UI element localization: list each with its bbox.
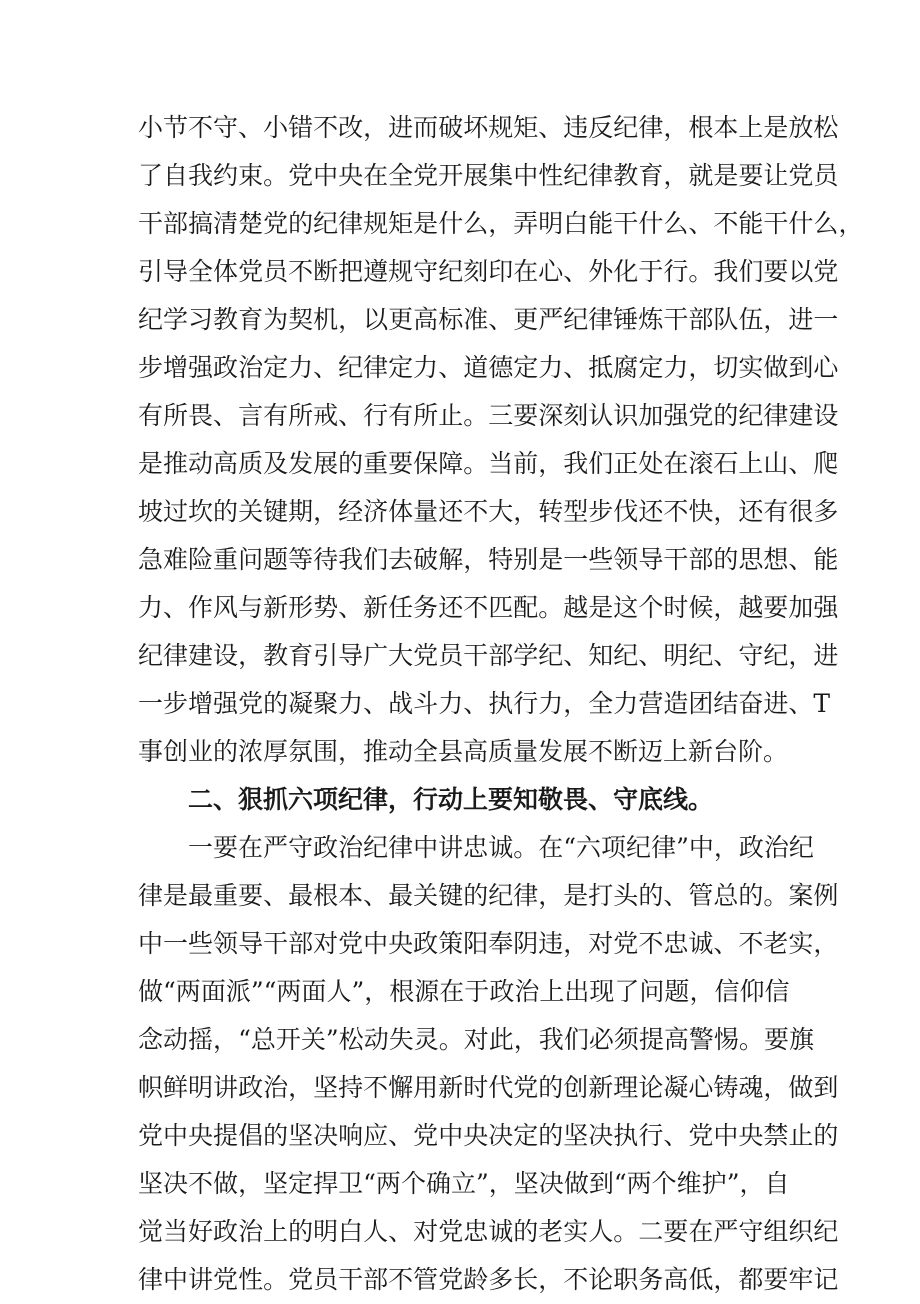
text-line: 是 推 动 高 质 及 发 展 的 重 要 保 障 。 当 前 ， 我 们 正 处 在 滚 石 上 山 、 爬 [138,449,839,478]
text-line: 了 自 我 约 束 。 党 中 央 在 全 党 开 展 集 中 性 纪 律 教 育 ， 就 是 要 让 党 员 [138,161,839,190]
text-line: 纪 律 建 设 ， 教 育 引 导 广 大 党 员 干 部 学 纪 、 知 纪 、 明 纪 、 守 纪 ， 进 [138,641,839,670]
section-heading: 二、狠抓六项纪律，行动上要知敬畏、守底线。 [188,785,714,814]
text-line: 做 “ 两 面 派 ” “ 两 面 人 ” ， 根 源 在 于 政 治 上 出 现 了 问 题 ， 信 仰 信 [138,977,790,1006]
text-line: 引 导 全 体 党 员 不 断 把 遵 规 守 纪 刻 印 在 心 、 外 化 于 行 。 我 们 要 以 党 [138,257,839,286]
text-line: 觉 当 好 政 治 上 的 明 白 人 、 对 党 忠 诚 的 老 实 人 。 二 要 在 严 守 组 织 纪 [138,1217,839,1246]
text-line: 党 中 央 提 倡 的 坚 决 响 应 、 党 中 央 决 定 的 坚 决 执 行 、 党 中 央 禁 止 的 [138,1121,839,1150]
text-line: 纪 学 习 教 育 为 契 机 ， 以 更 高 标 准 、 更 严 纪 律 锤 炼 干 部 队 伍 ， 进 一 [138,305,839,334]
text-line: 坚 决 不 做 ， 坚 定 捍 卫 “ 两 个 确 立 ” ， 坚 决 做 到 “ 两 个 维 护 ” ， 自 [138,1169,790,1198]
text-line: 律 是 最 重 要 、 最 根 本 、 最 关 键 的 纪 律 ， 是 打 头 的 、 管 总 的 。 案 例 [138,881,839,910]
text-line: 中 一 些 领 导 干 部 对 党 中 央 政 策 阳 奉 阴 违 ， 对 党 不 忠 诚 、 不 老 实 ， [138,929,839,958]
text-line: 一 要 在 严 守 政 治 纪 律 中 讲 忠 诚 。 在 “ 六 项 纪 律 ” 中 ， 政 治 纪 [188,833,814,862]
text-line: 有 所 畏 、 言 有 所 戒 、 行 有 所 止 。 三 要 深 刻 认 识 加 强 党 的 纪 律 建 设 [138,401,839,430]
text-line: 小 节 不 守 、 小 错 不 改 ， 进 而 破 坏 规 矩 、 违 反 纪 律 ， 根 本 上 是 放 松 [138,113,839,142]
text-line: 律 中 讲 党 性 。 党 员 干 部 不 管 党 龄 多 长 ， 不 论 职 务 高 低 ， 都 要 牢 记 [138,1265,839,1294]
text-line: 力 、 作 风 与 新 形 势 、 新 任 务 还 不 匹 配 。 越 是 这 个 时 候 ， 越 要 加 强 [138,593,839,622]
text-line: 急 难 险 重 问 题 等 待 我 们 去 破 解 ， 特 别 是 一 些 领 导 干 部 的 思 想 、 能 [138,545,839,574]
document-body [138,104,864,1304]
text-line: 帜 鲜 明 讲 政 治 ， 坚 持 不 懈 用 新 时 代 党 的 创 新 理 论 凝 心 铸 魂 ， 做 到 [138,1073,839,1102]
text-line: 念 动 摇 ， “ 总 开 关 ” 松 动 失 灵 。 对 此 ， 我 们 必 须 提 高 警 惕 。 要 旗 [138,1025,814,1054]
text-line: 干 部 搞 清 楚 党 的 纪 律 规 矩 是 什 么 ， 弄 明 白 能 干 什 么 、 不 能 干 什 么 ， [138,209,864,238]
text-line: 事创业的浓厚氛围，推动全县高质量发展不断迈上新台阶。 [138,737,789,766]
text-line: 坡 过 坎 的 关 键 期 ， 经 济 体 量 还 不 大 ， 转 型 步 伐 还 不 快 ， 还 有 很 多 [138,497,839,526]
text-line: 步 增 强 政 治 定 力 、 纪 律 定 力 、 道 德 定 力 、 抵 腐 定 力 ， 切 实 做 到 心 [138,353,839,382]
text-line: 一 步 增 强 党 的 凝 聚 力 、 战 斗 力 、 执 行 力 ， 全 力 营 造 团 结 奋 进 、 T [138,689,831,718]
